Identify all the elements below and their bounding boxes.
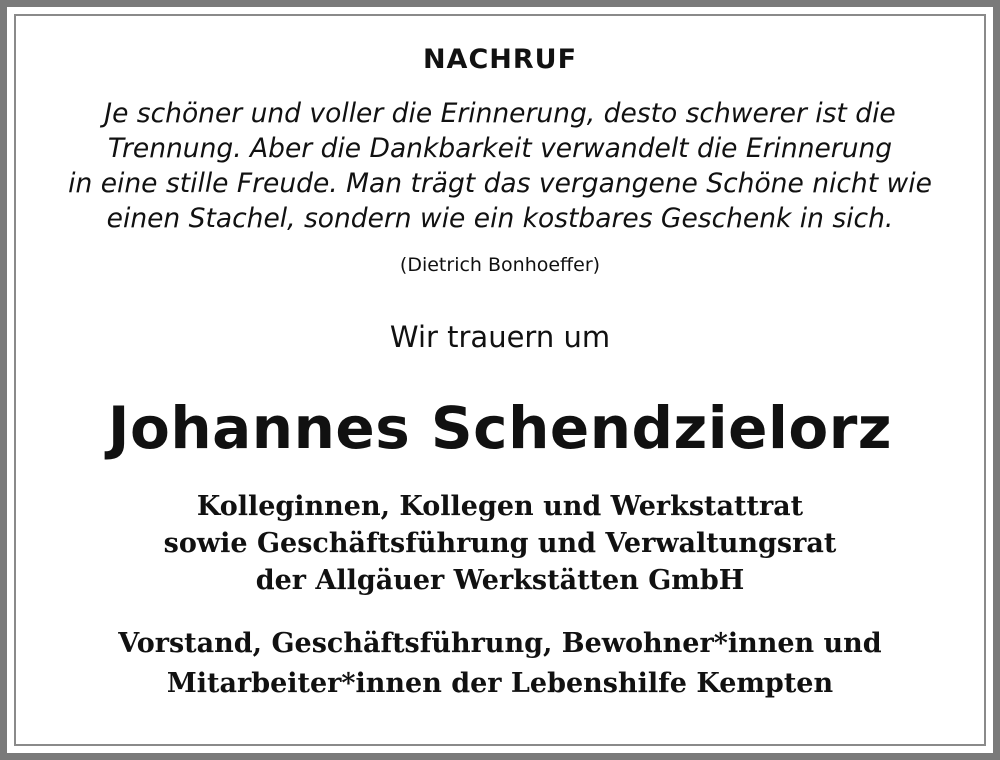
quote-line: in eine stille Freude. Man trägt das vergangene Schöne nicht wie [68, 168, 932, 199]
mourners-line: der Allgäuer Werkstätten GmbH [255, 565, 745, 596]
mourners-group-1 [0, 488, 1000, 599]
mourners-line: Kolleginnen, Kollegen und Werkstattrat [196, 491, 804, 522]
mourners-line: Vorstand, Geschäftsführung, Bewohner*innen und [118, 628, 882, 659]
quote-line: Trennung. Aber die Dankbarkeit verwandelt die Erinnerung [107, 133, 893, 164]
notice-heading: NACHRUF [422, 44, 578, 75]
deceased-name: Johannes Schendzielorz [107, 394, 893, 462]
mourners-group-2 [0, 624, 1000, 704]
quote-block [0, 96, 1000, 236]
mourners-line: Mitarbeiter*innen der Lebenshilfe Kempten [166, 668, 834, 699]
quote-author: (Dietrich Bonhoeffer) [399, 254, 601, 276]
quote-line: einen Stachel, sondern wie ein kostbares Geschenk in sich. [106, 203, 894, 234]
mourning-intro: Wir trauern um [389, 320, 611, 354]
mourners-line: sowie Geschäftsführung und Verwaltungsrat [163, 528, 837, 559]
quote-line: Je schöner und voller die Erinnerung, desto schwerer ist die [104, 98, 896, 129]
